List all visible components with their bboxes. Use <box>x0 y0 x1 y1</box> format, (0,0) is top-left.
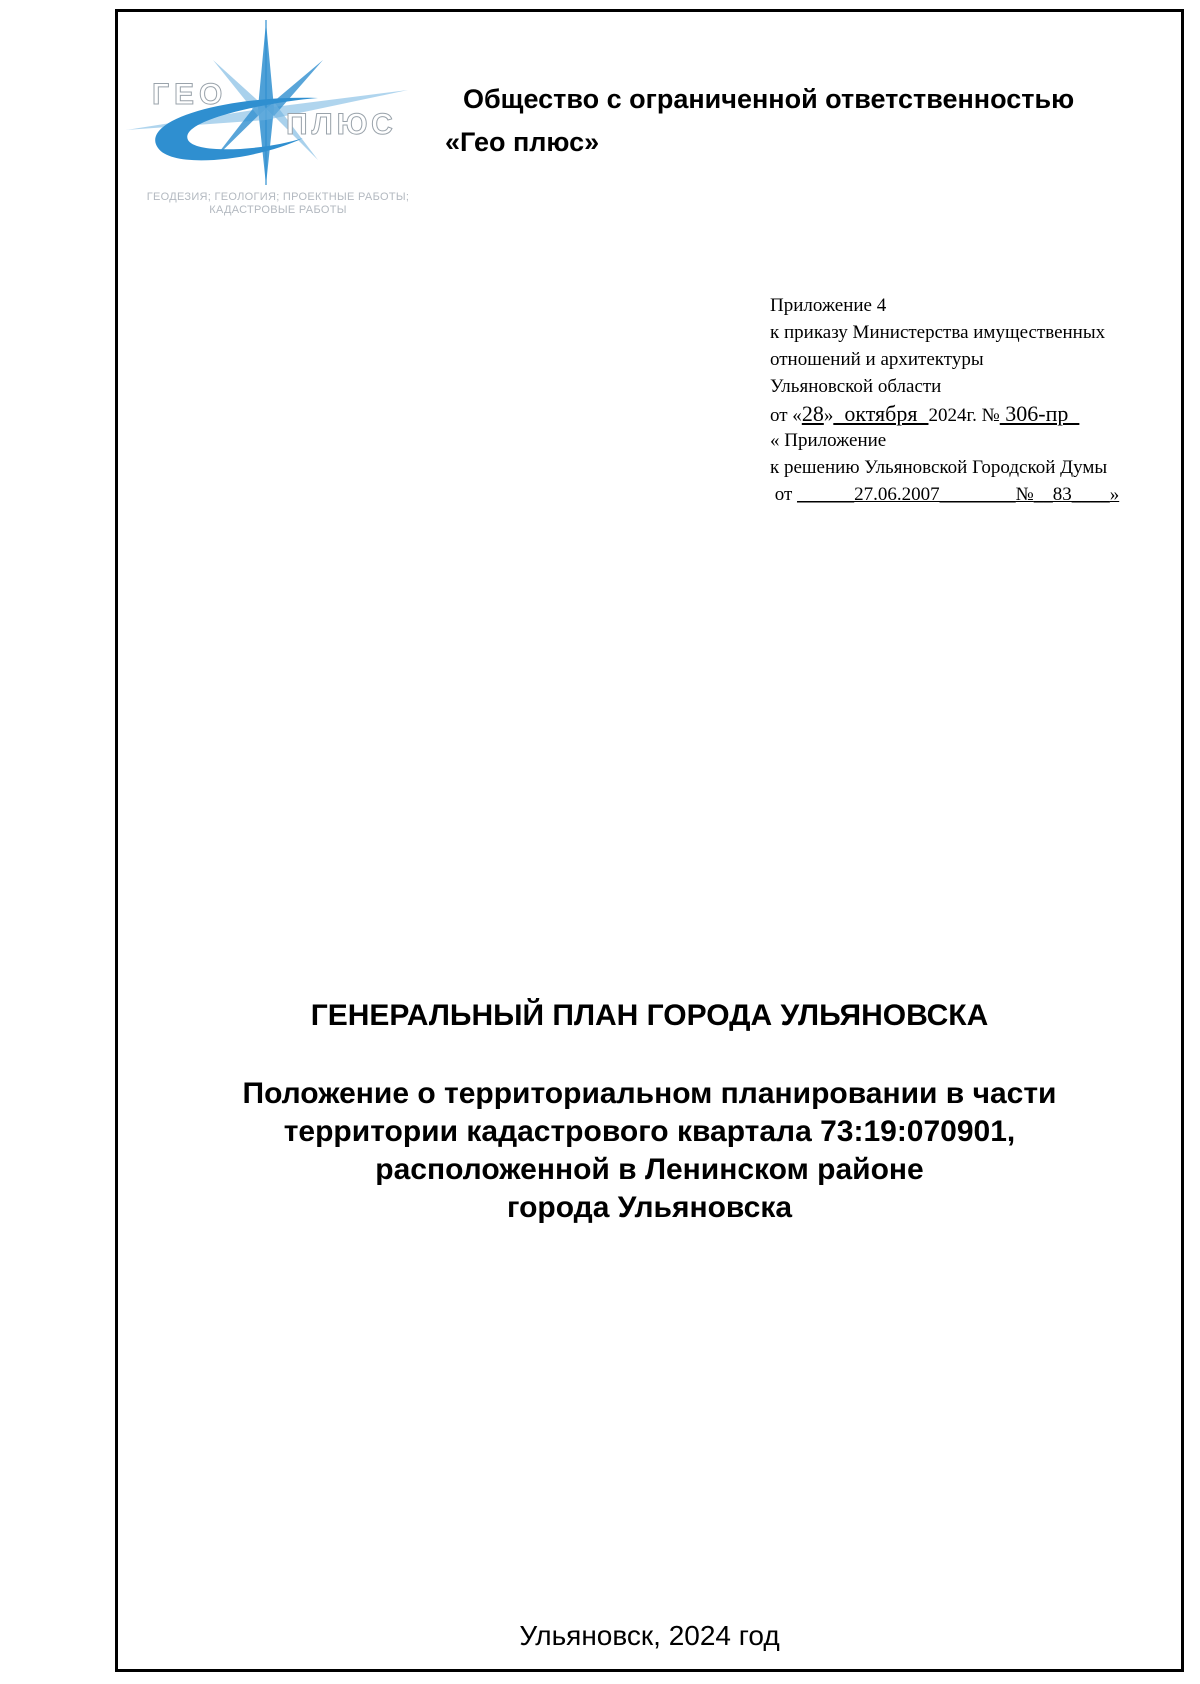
decision-prefix: от <box>770 484 798 505</box>
logo-tagline-line1: ГЕОДЕЗИЯ; ГЕОЛОГИЯ; ПРОЕКТНЫЕ РАБОТЫ; <box>146 191 410 203</box>
order-month: октября <box>833 401 929 426</box>
order-date-line <box>770 400 1119 427</box>
document-subtitle <box>115 1075 1184 1227</box>
page-border <box>115 9 1184 1672</box>
appendix-line: Ульяновской области <box>770 376 942 397</box>
order-mid: » <box>823 405 834 426</box>
appendix-line: к решению Ульяновской Городской Думы <box>770 457 1108 478</box>
logo-word-geo: ГЕО <box>152 78 228 111</box>
appendix-line: Приложение 4 <box>770 295 887 316</box>
order-day: 28 <box>801 401 824 426</box>
logo-tagline <box>118 191 438 217</box>
order-prefix: от « <box>770 405 802 426</box>
appendix-line: отношений и архитектуры <box>770 349 984 370</box>
order-year: 2024г. № <box>928 405 1000 426</box>
order-number: 306-пр <box>999 401 1080 426</box>
appendix-block <box>770 292 1119 508</box>
decision-no-label: № <box>1015 484 1034 505</box>
logo-word-plus: ПЛЮС <box>286 108 397 141</box>
decision-date-line <box>770 481 1119 508</box>
decision-suffix: » <box>1109 484 1120 505</box>
subtitle-line: территории кадастрового квартала 73:19:070901, <box>283 1115 1016 1148</box>
logo-tagline-line2: КАДАСТРОВЫЕ РАБОТЫ <box>209 204 347 216</box>
organization-name-line1: Общество с ограниченной ответственностью <box>463 84 1075 114</box>
document-title: ГЕНЕРАЛЬНЫЙ ПЛАН ГОРОДА УЛЬЯНОВСКА <box>310 999 989 1032</box>
subtitle-line: города Ульяновска <box>506 1191 793 1224</box>
subtitle-line: Положение о территориальном планировании в части <box>242 1077 1057 1110</box>
geo-plus-logo <box>118 20 438 220</box>
decision-date: ______27.06.2007________ <box>797 484 1016 505</box>
appendix-line: « Приложение <box>770 430 887 451</box>
appendix-line: к приказу Министерства имущественных <box>770 322 1106 343</box>
decision-number: __83____ <box>1033 484 1110 505</box>
place-and-year: Ульяновск, 2024 год <box>519 1620 780 1651</box>
organization-name-line2: «Гео плюс» <box>445 127 600 157</box>
subtitle-line: расположенной в Ленинском районе <box>375 1153 924 1186</box>
